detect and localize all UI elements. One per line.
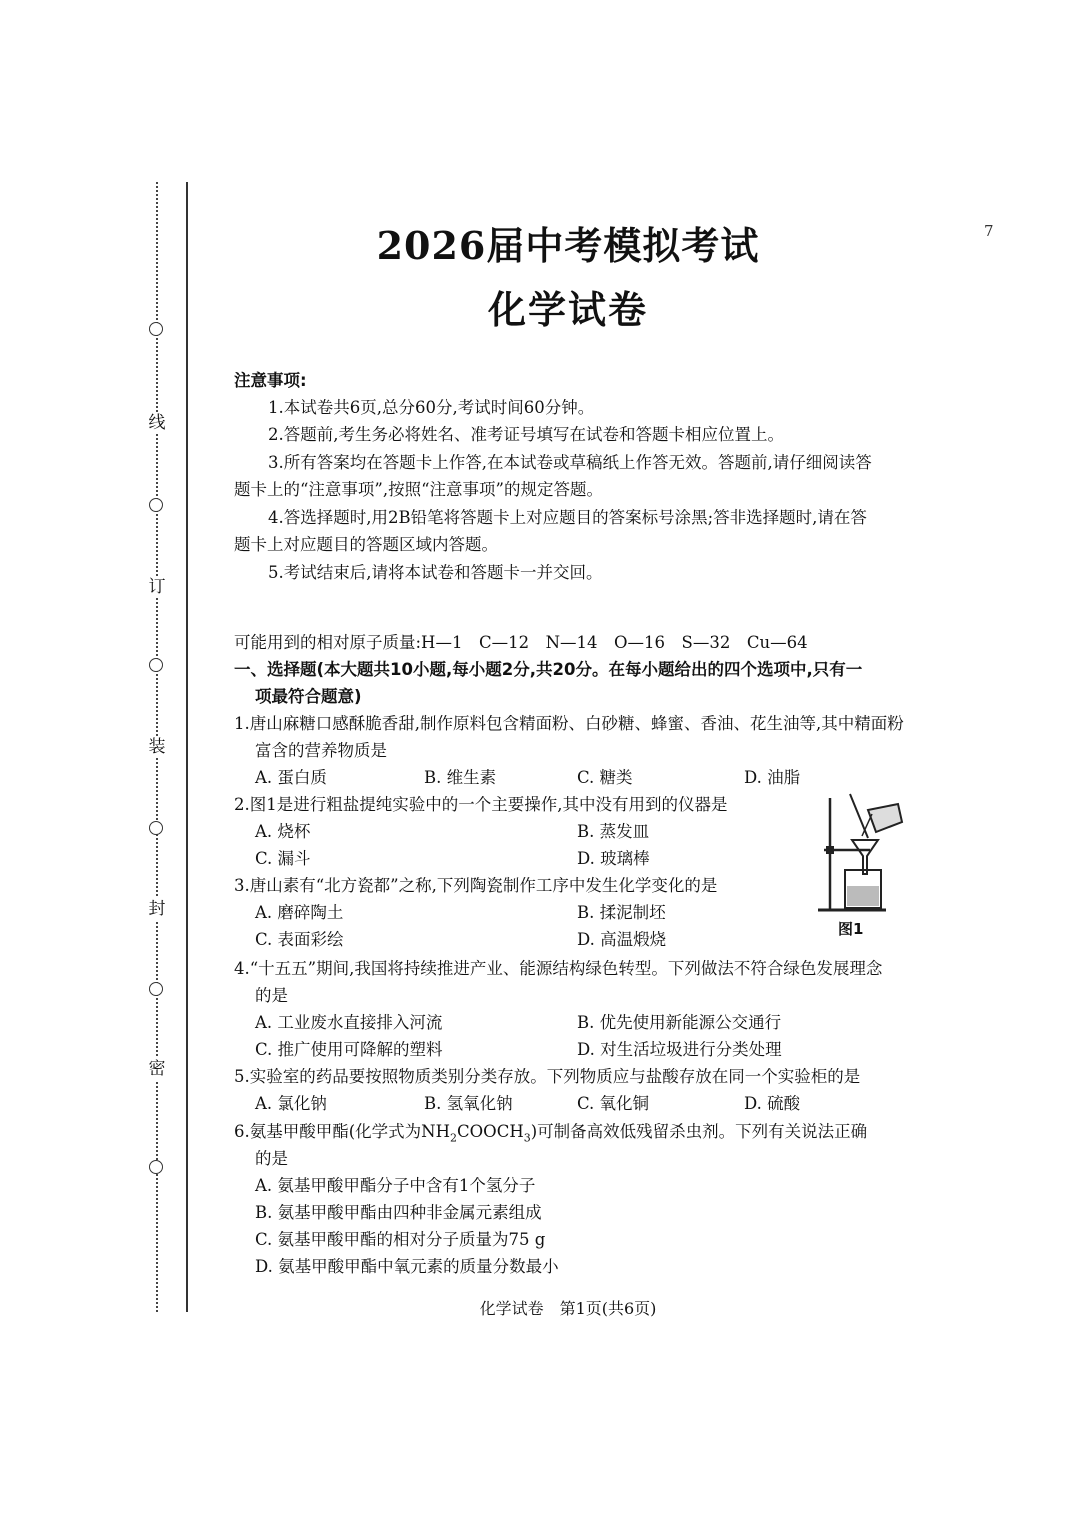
- notice-line: 题卡上的“注意事项”,按照“注意事项”的规定答题。: [234, 480, 603, 499]
- q5-option-c: C. 氧化铜: [577, 1094, 650, 1113]
- q3-option-a: A. 磨碎陶土: [255, 903, 344, 922]
- q1-option-a: A. 蛋白质: [255, 768, 327, 787]
- atomic-masses: 可能用到的相对原子质量:H—1 C—12 N—14 O—16 S—32 Cu—64: [234, 633, 808, 652]
- notice-heading: 注意事项:: [234, 371, 307, 390]
- question-6: [234, 1121, 867, 1149]
- binding-circle: [149, 498, 163, 512]
- q4-option-d: D. 对生活垃圾进行分类处理: [577, 1040, 782, 1059]
- question-1: 1.唐山麻糖口感酥脆香甜,制作原料包含精面粉、白砂糖、蜂蜜、香油、花生油等,其中精面粉: [234, 714, 904, 733]
- question-3: 3.唐山素有“北方瓷都”之称,下列陶瓷制作工序中发生化学变化的是: [234, 876, 718, 895]
- q2-option-d: D. 玻璃棒: [577, 849, 650, 868]
- margin-char-xian: 线: [146, 412, 168, 434]
- q2-option-a: A. 烧杯: [255, 822, 311, 841]
- question-4-cont: 的是: [255, 986, 288, 1005]
- binding-solid-line: [186, 182, 188, 1312]
- q6-subscript: 2: [450, 1131, 458, 1145]
- margin-char-ding: 订: [146, 576, 168, 598]
- q6-option-a: A. 氨基甲酸甲酯分子中含有1个氢分子: [255, 1176, 536, 1195]
- question-5: 5.实验室的药品要按照物质类别分类存放。下列物质应与盐酸存放在同一个实验柜的是: [234, 1067, 861, 1086]
- q6-text-c: )可制备高效低残留杀虫剂。下列有关说法正确: [530, 1122, 868, 1141]
- binding-circle: [149, 982, 163, 996]
- binding-circle: [149, 821, 163, 835]
- margin-char-zhuang: 装: [146, 736, 168, 758]
- page-mark: 7: [984, 222, 994, 240]
- notice-line: 4.答选择题时,用2B铅笔将答题卡上对应题目的答案标号涂黑;答非选择题时,请在答: [268, 508, 867, 527]
- q6-option-c: C. 氨基甲酸甲酯的相对分子质量为75 g: [255, 1230, 546, 1249]
- binding-circle: [149, 1160, 163, 1174]
- section-heading: 一、选择题(本大题共10小题,每小题2分,共20分。在每小题给出的四个选项中,只有一: [234, 660, 863, 679]
- question-6-cont: 的是: [255, 1149, 288, 1168]
- q6-text-a: 6.氨基甲酸甲酯(化学式为NH: [234, 1122, 451, 1141]
- q5-option-d: D. 硫酸: [744, 1094, 801, 1113]
- question-4: 4.“十五五”期间,我国将持续推进产业、能源结构绿色转型。下列做法不符合绿色发展理念: [234, 959, 883, 978]
- margin-char-mi: 密: [146, 1058, 168, 1080]
- q1-option-c: C. 糖类: [577, 768, 633, 787]
- notice-line: 2.答题前,考生务必将姓名、准考证号填写在试卷和答题卡相应位置上。: [268, 425, 784, 444]
- q5-option-a: A. 氯化钠: [255, 1094, 327, 1113]
- notice-line: 1.本试卷共6页,总分60分,考试时间60分钟。: [268, 398, 595, 417]
- section-heading-cont: 项最符合题意): [255, 687, 362, 706]
- margin-char-feng: 封: [146, 898, 168, 920]
- q4-option-b: B. 优先使用新能源公交通行: [577, 1013, 782, 1032]
- q6-option-d: D. 氨基甲酸甲酯中氧元素的质量分数最小: [255, 1257, 559, 1276]
- q4-option-c: C. 推广使用可降解的塑料: [255, 1040, 443, 1059]
- q2-option-b: B. 蒸发皿: [577, 822, 650, 841]
- q3-option-d: D. 高温煅烧: [577, 930, 667, 949]
- notice-line: 3.所有答案均在答题卡上作答,在本试卷或草稿纸上作答无效。答题前,请仔细阅读答: [268, 453, 872, 472]
- figure-caption: 图1: [838, 920, 864, 938]
- q2-option-c: C. 漏斗: [255, 849, 311, 868]
- q6-subscript: 3: [523, 1131, 531, 1145]
- binding-circle: [149, 658, 163, 672]
- q4-option-a: A. 工业废水直接排入河流: [255, 1013, 443, 1032]
- page-footer: 化学试卷 第1页(共6页): [479, 1299, 657, 1318]
- q1-option-d: D. 油脂: [744, 768, 801, 787]
- notice-line: 题卡上对应题目的答题区域内答题。: [234, 535, 498, 554]
- q6-option-b: B. 氨基甲酸甲酯由四种非金属元素组成: [255, 1203, 542, 1222]
- q6-text-b: COOCH: [457, 1122, 524, 1141]
- question-1-cont: 富含的营养物质是: [255, 741, 387, 760]
- q5-option-b: B. 氢氧化钠: [424, 1094, 513, 1113]
- q3-option-b: B. 揉泥制坯: [577, 903, 666, 922]
- question-2: 2.图1是进行粗盐提纯实验中的一个主要操作,其中没有用到的仪器是: [234, 795, 728, 814]
- exam-title: 2026届中考模拟考试: [376, 223, 760, 268]
- filtration-apparatus-figure: [814, 792, 906, 916]
- q1-option-b: B. 维生素: [424, 768, 497, 787]
- q3-option-c: C. 表面彩绘: [255, 930, 344, 949]
- notice-line: 5.考试结束后,请将本试卷和答题卡一并交回。: [268, 563, 603, 582]
- exam-subject: 化学试卷: [487, 287, 648, 332]
